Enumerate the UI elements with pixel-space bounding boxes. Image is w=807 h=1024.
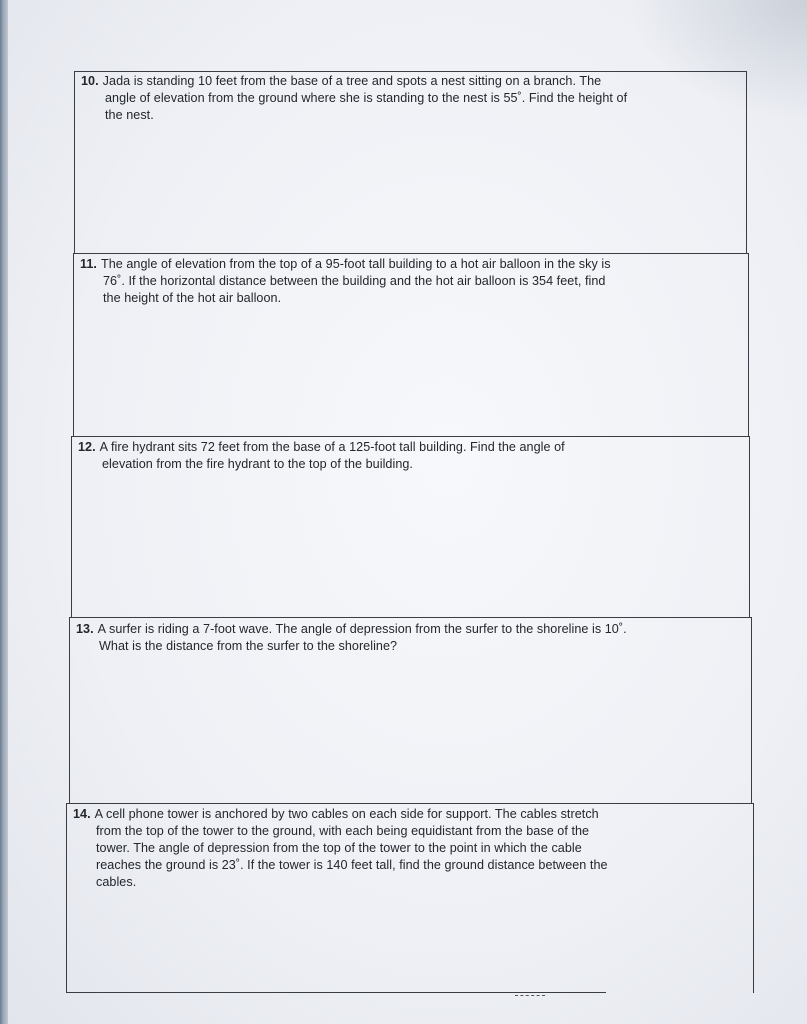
problem-text-line: A surfer is riding a 7-foot wave. The angle of depression from the surfer to the shoreline is 10˚. [97,622,627,636]
problem-text-line: The angle of elevation from the top of a 95-foot tall building to a hot air balloon in the sky is [100,257,611,271]
problem-number: 12. [78,440,96,454]
problem-number: 10. [81,74,99,88]
worksheet-bottom-border [66,992,606,993]
problem-text-line: the nest. [105,108,154,122]
problem-text-line: the height of the hot air balloon. [103,291,282,305]
problem-10 [81,73,741,124]
problem-number: 13. [76,622,94,636]
paper-mark [515,995,545,999]
problem-12 [78,439,744,473]
problem-text-line: tower. The angle of depression from the top of the tower to the point in which the cable [96,841,582,855]
problem-11 [80,256,744,307]
problem-text-line: from the top of the tower to the ground, with each being equidistant from the base of the [96,824,590,838]
problem-13 [76,621,748,655]
problem-14 [73,806,749,891]
problem-text-line: elevation from the fire hydrant to the top of the building. [102,457,413,471]
problem-text-line: What is the distance from the surfer to the shoreline? [99,639,398,653]
problem-text-line: reaches the ground is 23˚. If the tower is 140 feet tall, find the ground distance between the [96,858,608,872]
problem-number: 11. [80,257,97,271]
problem-text-line: A fire hydrant sits 72 feet from the base of a 125-foot tall building. Find the angle of [99,440,565,454]
problem-text-line: angle of elevation from the ground where she is standing to the nest is 55˚. Find the height of [105,91,628,105]
problem-number: 14. [73,807,91,821]
problem-text-line: A cell phone tower is anchored by two cables on each side for support. The cables stretch [94,807,599,821]
problem-text-line: cables. [96,875,137,889]
problem-text-line: Jada is standing 10 feet from the base of a tree and spots a nest sitting on a branch. The [102,74,602,88]
problem-text-line: 76˚. If the horizontal distance between the building and the hot air balloon is 354 feet, find [103,274,606,288]
